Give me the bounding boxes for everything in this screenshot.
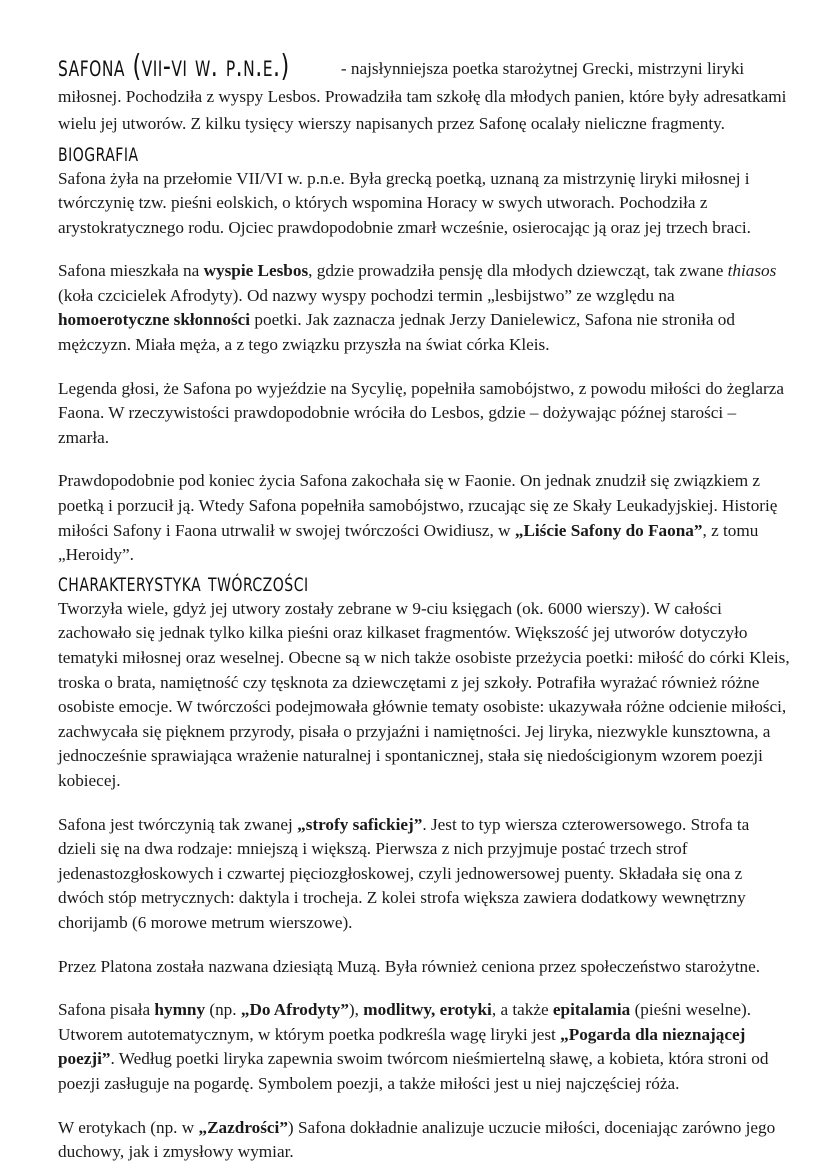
paragraph bbox=[58, 167, 790, 241]
text-run: ), bbox=[348, 1000, 364, 1020]
section-body-charakterystyka bbox=[58, 597, 790, 1165]
paragraph bbox=[58, 259, 790, 357]
bold-run: „Liście Safony do Faona” bbox=[514, 520, 703, 540]
document-content bbox=[58, 49, 790, 1165]
paragraph bbox=[58, 813, 790, 936]
section-heading-biografia-label: biografia bbox=[58, 136, 139, 168]
text-run: (pieśni weselne). Utworem autotematycznym, w którym poetka podkreśla wagę liryki jest bbox=[58, 1000, 752, 1044]
text-run: (np. bbox=[205, 1000, 241, 1020]
text-run: Safona jest twórczynią tak zwanej bbox=[58, 814, 298, 834]
paragraph bbox=[58, 1116, 790, 1165]
italic-run: thiasos bbox=[727, 261, 777, 281]
text-run: poetki. Jak zaznacza jednak Jerzy Danielewicz, Safona nie stroniła od mężczyzn. Miała męża, a z tego związku przyszła na świat córka Kleis. bbox=[58, 310, 735, 355]
text-run: Safona mieszkała na bbox=[58, 261, 204, 281]
text-run: Przez Platona została nazwana dziesiątą Muzą. Była również ceniona przez społeczeństwo starożytne. bbox=[58, 956, 760, 976]
text-run: , gdzie prowadziła pensję dla młodych dziewcząt, tak zwane bbox=[308, 261, 728, 281]
bold-run: homoerotyczne skłonności bbox=[58, 310, 251, 330]
text-run: , z tomu „Heroidy”. bbox=[58, 520, 759, 565]
text-run: Legenda głosi, że Safona po wyjeździe na Sycylię, popełniła samobójstwo, z powodu miłości do żeglarza Faona. W rzeczywistości prawdopodobnie wróciła do Lesbos, gdzie – dożywając późnej starości – zmarła. bbox=[58, 378, 784, 447]
paragraph bbox=[58, 597, 790, 794]
text-run: . Jest to typ wiersza czterowersowego. Strofa ta dzieli się na dwa rodzaje: mniejszą i większą. Pierwsza z nich przyjmuje postać trzech strof jedenastozgłoskowych i czwartej pięciozgłoskowej, czyli jednowersowej puenty. Składała się ona z dwóch stóp metrycznych: daktyla i trocheja. Z kolei strofa większa zawiera dodatkowy wewnętrzny chorijamb (6 morowe metrum wierszowe). bbox=[58, 814, 750, 932]
text-run: Prawdopodobnie pod koniec życia Safona zakochała się w Faonie. On jednak znudził się związkiem z poetką i porzucił ją. Wtedy Safona popełniła samobójstwo, rzucając się ze Skały Leukadyjskiej. Historię miłości Safony i Faona utrwalił w swojej twórczości Owidiusz, w bbox=[58, 471, 778, 540]
section-heading-charakterystyka bbox=[58, 568, 790, 597]
text-run: Tworzyła wiele, gdyż jej utwory zostały zebrane w 9-ciu księgach (ok. 6000 wierszy). W całości zachowało się jednak tylko kilka pieśni oraz kilkaset fragmentów. Większość jej utworów dotyczyło tematyki miłosnej oraz weselnej. Obecne są w nich także osobiste przeżycia poetki: miłość do córki Kleis, troska o brata, namiętność czy tęsknota za dziewczętami z jej szkoły. Potrafiła wyrażać również różne osobiste emocje. W twórczości podejmowała głównie tematy osobiste: ukazywała różne odcienie miłości, zachwycała się pięknem przyrody, pisała o przyjaźni i namiętności. Jej liryka, niezwykle kunsztowna, a jednocześnie sprawiająca wrażenie naturalnej i spontanicznej, stała się niedościgionym wzorem poezji kobiecej. bbox=[58, 598, 790, 790]
paragraph bbox=[58, 998, 790, 1096]
text-run: ) Safona dokładnie analizuje uczucie miłości, doceniając zarówno jego duchowy, jak i zmysłowy wymiar. bbox=[58, 1117, 776, 1162]
text-run: , a także bbox=[491, 1000, 553, 1020]
bold-run: „Do Afrodyty” bbox=[240, 1000, 349, 1020]
section-body-biografia bbox=[58, 167, 790, 568]
bold-run: wyspie Lesbos bbox=[203, 261, 309, 281]
bold-run: modlitwy, erotyki bbox=[363, 1000, 492, 1020]
text-run: Safona żyła na przełomie VII/VI w. p.n.e. Była grecką poetką, uznaną za mistrzynię liryki miłosnej i twórczynię tzw. pieśni eolskich, o których wspomina Horacy w swych utworach. Pochodziła z arystokratycznego rodu. Ojciec prawdopodobnie zmarł wcześnie, osierocając ją oraz jej trzech braci. bbox=[58, 168, 751, 237]
text-run: . Według poetki liryka zapewnia swoim twórcom nieśmiertelną sławę, a kobieta, która stroni od poezji zasługuje na pogardę. Symbolem poezji, a także miłości jest u niej najczęściej róża. bbox=[58, 1049, 769, 1093]
bold-run: „Zazdrości” bbox=[198, 1117, 288, 1137]
text-run: Safona pisała bbox=[58, 1000, 155, 1020]
bold-run: „Pogarda dla nieznającej poezji” bbox=[58, 1024, 746, 1069]
bold-run: „strofy safickiej” bbox=[297, 814, 423, 834]
page-title: safona (vii-vi w. p.n.e.) bbox=[58, 49, 290, 84]
paragraph bbox=[58, 469, 790, 567]
section-heading-charakterystyka-label: charakterystyka twórczości bbox=[58, 566, 309, 598]
paragraph bbox=[58, 955, 790, 980]
lead-paragraph-text: - najsłynniejsza poetka starożytnej Grecki, mistrzyni liryki miłosnej. Pochodziła z wyspy Lesbos. Prowadziła tam szkołę dla młodych panien, które były adresatkami wielu jej utworów. Z kilku tysięcy wierszy napisanych przez Safonę ocalały nieliczne fragmenty. bbox=[58, 59, 787, 133]
text-run: (koła czcicielek Afrodyty). Od nazwy wyspy pochodzi termin „lesbijstwo” ze względu na bbox=[58, 285, 675, 305]
paragraph bbox=[58, 377, 790, 451]
section-heading-biografia bbox=[58, 138, 790, 167]
bold-run: epitalamia bbox=[552, 1000, 631, 1020]
text-run: W erotykach (np. w bbox=[58, 1117, 199, 1137]
lead-paragraph bbox=[58, 49, 790, 138]
bold-run: hymny bbox=[154, 1000, 206, 1020]
